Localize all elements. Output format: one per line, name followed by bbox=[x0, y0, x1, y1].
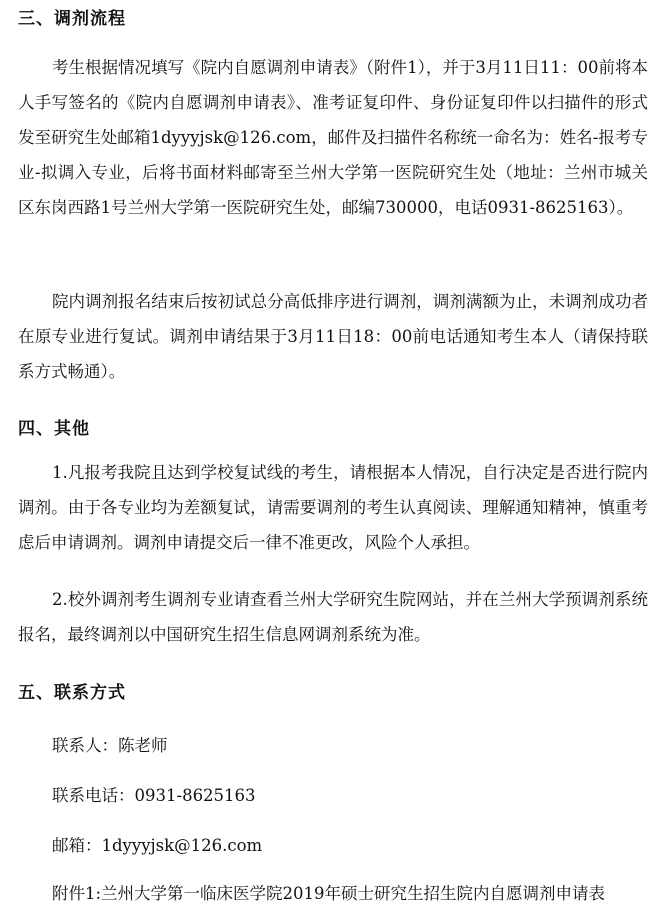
contact-phone: 联系电话：0931-8625163 bbox=[52, 786, 256, 805]
section-heading-contact: 五、联系方式 bbox=[18, 683, 126, 703]
paragraph-process-submission: 考生根据情况填写《院内自愿调剂申请表》（附件1），并于3月11日11：00前将本人手写签名的《院内自愿调剂申请表》、准考证复印件、身份证复印件以扫描件的形式发至研究生处邮箱1dyyyjsk@126.com，邮件及扫描件名称统一命名为：姓名-报考专业-拟调入专业，后将书面材料邮寄至兰州大学第一医院研究生处（地址：兰州市城关区东岗西路1号兰州大学第一医院研究生处，邮编730000，电话0931-8625163）。 bbox=[18, 58, 648, 217]
contact-person: 联系人：陈老师 bbox=[52, 736, 168, 755]
section-heading-process: 三、调剂流程 bbox=[18, 9, 126, 29]
attachment-note: 附件1:兰州大学第一临床医学院2019年硕士研究生招生院内自愿调剂申请表 bbox=[52, 884, 606, 903]
paragraph-process-result: 院内调剂报名结束后按初试总分高低排序进行调剂，调剂满额为止，未调剂成功者在原专业进行复试。调剂申请结果于3月11日18：00前电话通知考生本人（请保持联系方式畅通）。 bbox=[18, 292, 648, 381]
paragraph-other-item-1: 1.凡报考我院且达到学校复试线的考生，请根据本人情况，自行决定是否进行院内调剂。由于各专业均为差额复试，请需要调剂的考生认真阅读、理解通知精神，慎重考虑后申请调剂。调剂申请提交后一律不准更改，风险个人承担。 bbox=[18, 463, 648, 552]
section-heading-other: 四、其他 bbox=[18, 419, 90, 439]
contact-email: 邮箱：1dyyyjsk@126.com bbox=[52, 836, 263, 855]
paragraph-other-item-2: 2.校外调剂考生调剂专业请查看兰州大学研究生院网站，并在兰州大学预调剂系统报名，最终调剂以中国研究生招生信息网调剂系统为准。 bbox=[18, 590, 648, 644]
